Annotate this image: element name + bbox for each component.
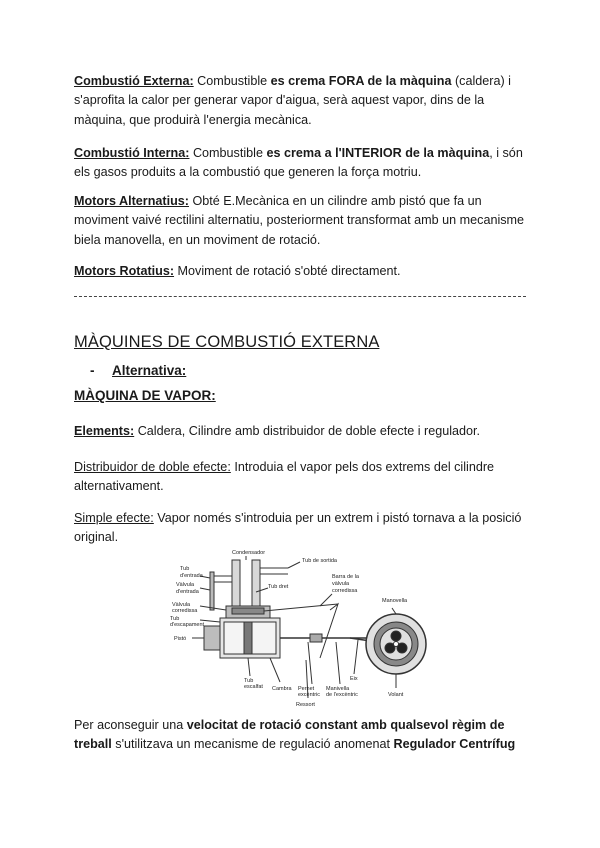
- label-manovella: Manovella: [382, 598, 408, 604]
- text: Obté E.Mecànica en un cilindre amb pistó que fa un moviment vaivé rectilini alternatiu, posteriorment transformat amb un mecanisme biela manovella, en un moviment de rotació.: [74, 194, 525, 247]
- steam-engine-diagram: [160, 548, 450, 708]
- label-condensador: Condensador: [232, 550, 266, 556]
- text: Moviment de rotació s'obté directament.: [174, 264, 401, 278]
- term-elements: Elements:: [74, 424, 135, 438]
- label-volant: Volant: [388, 692, 404, 698]
- text: Combustible: [189, 146, 267, 160]
- heading-alternativa-text: Alternativa:: [112, 363, 187, 378]
- label-barra-1: Barra de la: [332, 574, 359, 580]
- heading-maquines-combustio-externa: MÀQUINES DE COMBUSTIÓ EXTERNA: [74, 333, 380, 351]
- bullet-dash: -: [90, 363, 95, 378]
- label-cambra: Cambra: [272, 686, 292, 692]
- label-tub-entrada-2: d'entrada: [180, 573, 203, 579]
- bold-text: es crema FORA de la màquina: [270, 74, 452, 88]
- term-motors-alternatius: Motors Alternatius:: [74, 194, 189, 208]
- bold-text: es crema a l'INTERIOR de la màquina: [266, 146, 490, 160]
- label-tub-esc-2: d'escapament: [170, 622, 205, 628]
- term-doble-efecte: Distribuidor de doble efecte:: [74, 460, 231, 474]
- heading-alternativa: [90, 363, 186, 378]
- label-tub-entrada-1: Tub: [180, 566, 190, 572]
- term-simple-efecte: Simple efecte:: [74, 511, 154, 525]
- text: s'utilitzava un mecanisme de regulació anomenat: [111, 737, 394, 752]
- paragraph-combustio-interna: [74, 144, 534, 183]
- bold-text-regulador-centrifug: Regulador Centrífug: [393, 737, 516, 752]
- text: Introduia el vapor pels dos extrems del cilindre alternativament.: [74, 460, 495, 494]
- text: , i són els gasos produits a la combustió que generen la força motriu.: [74, 146, 523, 180]
- label-pernet-2: excèntric: [298, 692, 321, 698]
- label-manivella-1: Manivella: [326, 686, 350, 692]
- text: (caldera) i s'aprofita la calor per generar vapor d'aigua, serà aquest vapor, dins de la màquina, que produirà l'energia mecànica.: [74, 74, 511, 127]
- dashed-separator: [74, 296, 526, 297]
- paragraph-regulador: [74, 716, 532, 755]
- label-valvula-entrada-1: Vàlvula: [176, 582, 195, 588]
- label-ressort: Ressort: [296, 702, 315, 708]
- label-tub-escalfat-2: escalfat: [244, 684, 263, 690]
- term-combustio-externa: Combustió Externa:: [74, 74, 194, 88]
- paragraph-motors-rotatius: [74, 262, 534, 281]
- label-piston: Pistó: [174, 636, 187, 642]
- paragraph-motors-alternatius: [74, 192, 534, 250]
- label-manivella-2: de l'excèntric: [326, 692, 358, 698]
- label-tub-escalfat-1: Tub: [244, 678, 254, 684]
- label-valvula-entrada-2: d'entrada: [176, 589, 199, 595]
- text: Combustible: [193, 74, 271, 88]
- label-valvula-corr-1: Vàlvula: [172, 602, 191, 608]
- label-pernet-1: Pernet: [298, 686, 315, 692]
- text: Per aconseguir una: [74, 718, 187, 732]
- paragraph-distribuidor-doble-efecte: [74, 458, 534, 497]
- label-valvula-corr-2: corredissa: [172, 608, 198, 614]
- heading-maquina-de-vapor: MÀQUINA DE VAPOR:: [74, 388, 216, 403]
- label-barra-2: vàlvula: [332, 581, 350, 587]
- label-tub-sortida: Tub de sortida: [302, 558, 337, 564]
- term-combustio-interna: Combustió Interna:: [74, 146, 190, 160]
- label-eix: Eix: [350, 676, 358, 682]
- paragraph-combustio-externa: [74, 72, 534, 130]
- text: Vapor només s'introduia per un extrem i pistó tornava a la posició original.: [74, 511, 522, 545]
- paragraph-simple-efecte: [74, 509, 534, 548]
- term-motors-rotatius: Motors Rotatius:: [74, 264, 175, 278]
- text: Caldera, Cilindre amb distribuidor de doble efecte i regulador.: [134, 424, 481, 438]
- separator-text: [74, 287, 526, 296]
- paragraph-elements: [74, 422, 534, 441]
- bold-text: velocitat de rotació constant amb qualsevol règim de treball: [74, 718, 505, 752]
- label-tub-esc-1: Tub: [170, 616, 180, 622]
- label-barra-3: corredissa: [332, 588, 358, 594]
- label-tub-dret: Tub dret: [268, 584, 289, 590]
